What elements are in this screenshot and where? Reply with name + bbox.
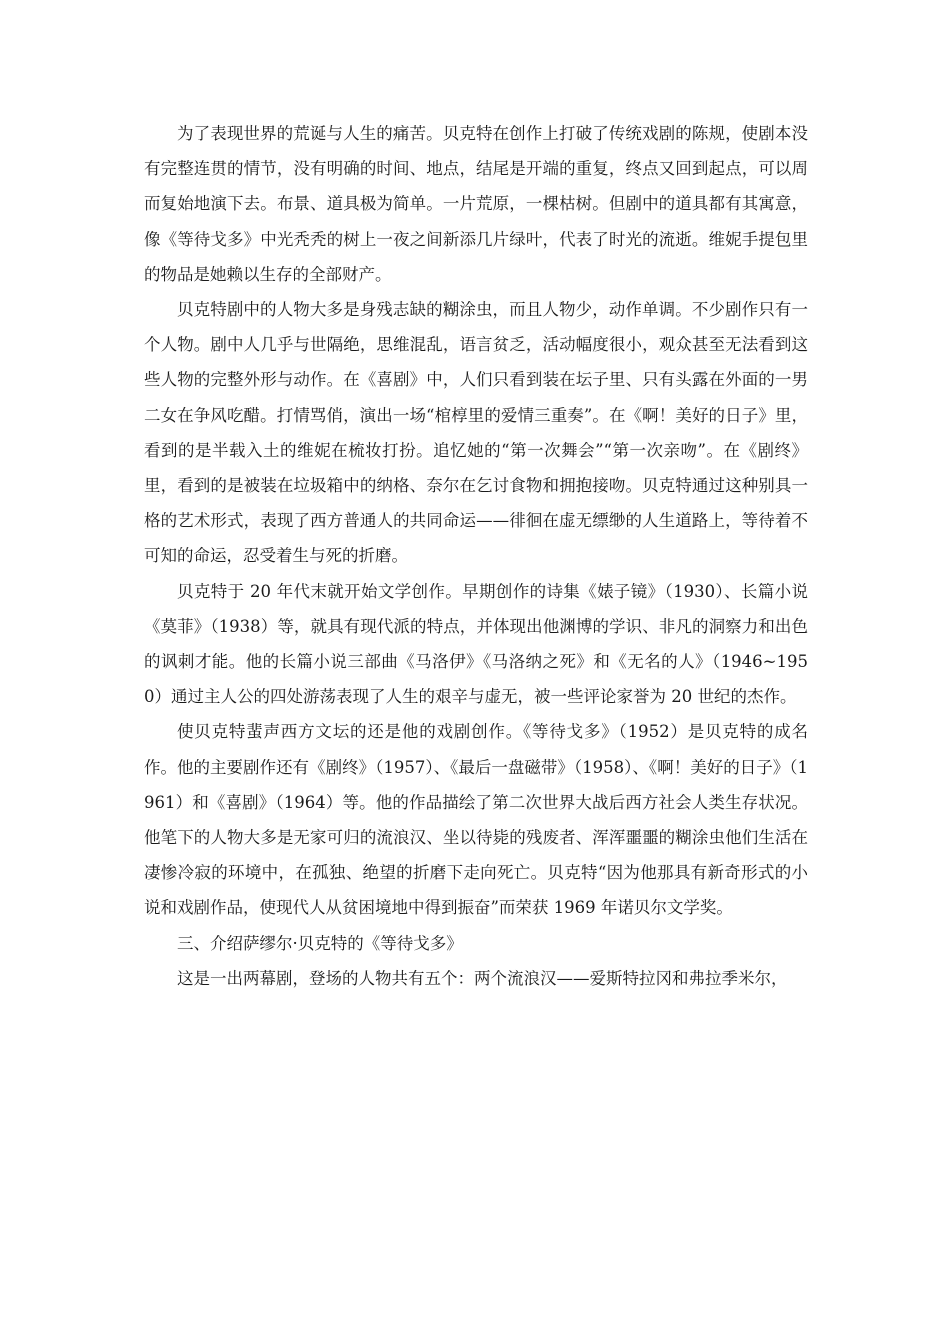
paragraph-characters: 贝克特剧中的人物大多是身残志缺的糊涂虫，而且人物少，动作单调。不少剧作只有一个人物。剧中人几乎与世隔绝，思维混乱，语言贫乏，活动幅度很小，观众甚至无法看到这些人物的完整外形与动作。在《喜剧》中，人们只看到装在坛子里、只有头露在外面的一男二女在争风吃醋。打情骂俏，演出一场“棺椁里的爱情三重奏”。在《啊！美好的日子》里，看到的是半载入土的维妮在梳妆打扮。追忆她的“第一次舞会”“第一次亲吻”。在《剧终》里，看到的是被装在垃圾箱中的纳格、奈尔在乞讨食物和拥抱接吻。贝克特通过这种别具一格的艺术形式，表现了西方普通人的共同命运——徘徊在虚无缥缈的人生道路上，等待着不可知的命运，忍受着生与死的折磨。 xyxy=(144,300,808,566)
paragraph-drama-fame: 使贝克特蜚声西方文坛的还是他的戏剧创作。《等待戈多》（1952）是贝克特的成名作。他的主要剧作还有《剧终》（1957）、《最后一盘磁带》（1958）、《啊！美好的日子》（1961）和《喜剧》（1964）等。他的作品描绘了第二次世界大战后西方社会人类生存状况。他笔下的人物大多是无家可归的流浪汉、坐以待毙的残废者、浑浑噩噩的糊涂虫他们生活在凄惨冷寂的环境中，在孤独、绝望的折磨下走向死亡。贝克特“因为他那具有新奇形式的小说和戏剧作品，使现代人从贫困境地中得到振奋”而荣获 1969 年诺贝尔文学奖。 xyxy=(144,722,808,918)
paragraph-play-intro: 这是一出两幕剧，登场的人物共有五个：两个流浪汉——爱斯特拉冈和弗拉季米尔， xyxy=(177,968,788,988)
paragraph-absurdity: 为了表现世界的荒诞与人生的痛苦。贝克特在创作上打破了传统戏剧的陈规，使剧本没有完整连贯的情节，没有明确的时间、地点，结尾是开端的重复，终点又回到起点，可以周而复始地演下去。布景、道具极为简单。一片荒原，一棵枯树。但剧中的道具都有其寓意，像《等待戈多》中光秃秃的树上一夜之间新添几片绿叶，代表了时光的流逝。维妮手提包里的物品是她赖以生存的全部财产。 xyxy=(144,124,808,284)
document-body xyxy=(144,116,808,996)
paragraph-early-works: 贝克特于 20 年代末就开始文学创作。早期创作的诗集《婊子镜》（1930）、长篇小说《莫菲》（1938）等，就具有现代派的特点，并体现出他渊博的学识、非凡的洞察力和出色的讽刺才能。他的长篇小说三部曲《马洛伊》《马洛纳之死》和《无名的人》（1946~1950）通过主人公的四处游荡表现了人生的艰辛与虚无，被一些评论家誉为 20 世纪的杰作。 xyxy=(144,581,808,707)
section-heading: 三、介绍萨缪尔·贝克特的《等待戈多》 xyxy=(177,933,463,953)
